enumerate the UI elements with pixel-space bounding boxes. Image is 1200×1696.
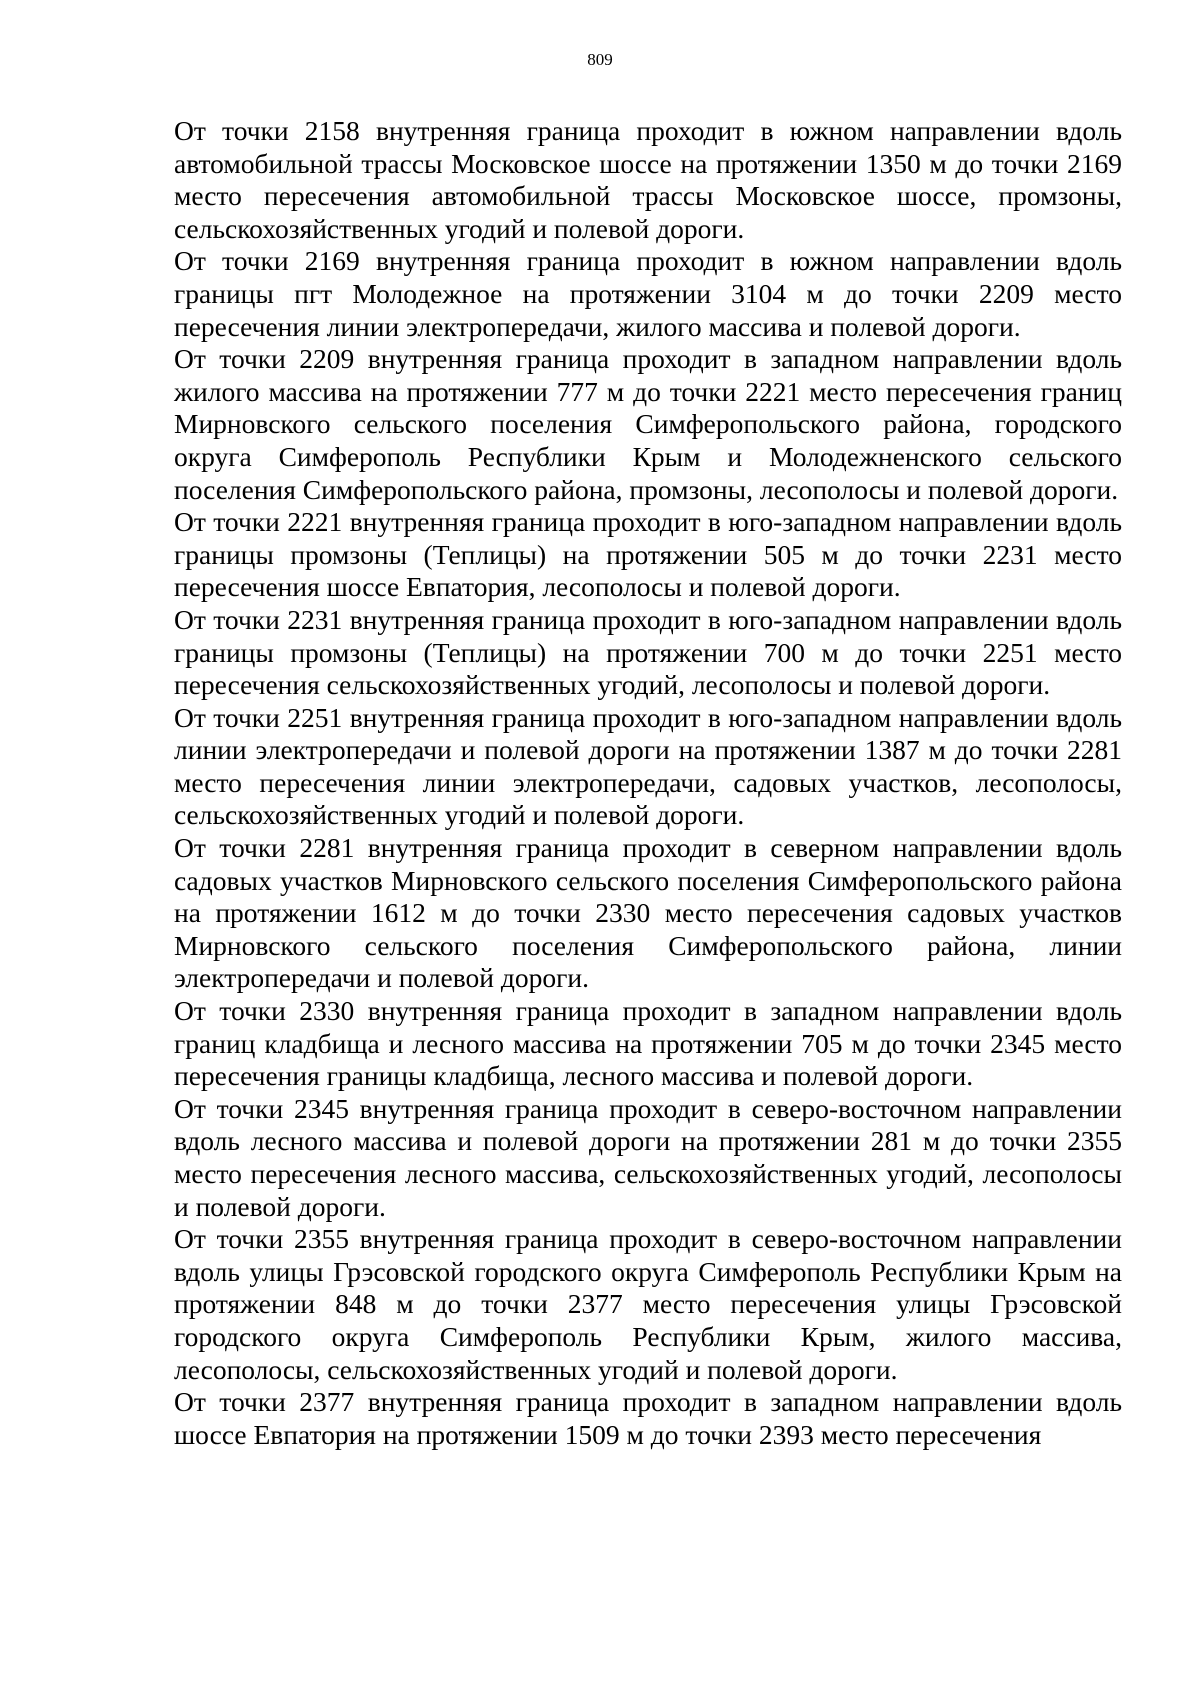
paragraph: От точки 2330 внутренняя граница проходит в западном направлении вдоль границ кладбища и лесного массива на протяжении 705 м до точки 2345 место пересечения границы кладбища, лесного массива и полевой дороги. <box>174 995 1122 1092</box>
document-body <box>174 115 1122 1451</box>
paragraph: От точки 2251 внутренняя граница проходит в юго-западном направлении вдоль линии электропередачи и полевой дороги на протяжении 1387 м до точки 2281 место пересечения линии электропередачи, садовых участков, лесополосы, сельскохозяйственных угодий и полевой дороги. <box>174 701 1122 831</box>
paragraph: От точки 2281 внутренняя граница проходит в северном направлении вдоль садовых участков Мирновского сельского поселения Симферопольского района на протяжении 1612 м до точки 2330 место пересечения садовых участков Мирновского сельского поселения Симферопольского района, линии электропередачи и полевой дороги. <box>174 832 1122 994</box>
page-number: 809 <box>587 50 613 69</box>
paragraph: От точки 2377 внутренняя граница проходит в западном направлении вдоль шоссе Евпатория на протяжении 1509 м до точки 2393 место пересечения <box>174 1386 1122 1450</box>
paragraph: От точки 2169 внутренняя граница проходит в южном направлении вдоль границы пгт Молодежное на протяжении 3104 м до точки 2209 место пересечения линии электропередачи, жилого массива и полевой дороги. <box>174 245 1122 342</box>
paragraph: От точки 2209 внутренняя граница проходит в западном направлении вдоль жилого массива на протяжении 777 м до точки 2221 место пересечения границ Мирновского сельского поселения Симферопольского района, городского округа Симферополь Республики Крым и Молодежненского сельского поселения Симферопольского района, промзоны, лесополосы и полевой дороги. <box>174 343 1122 505</box>
paragraph: От точки 2158 внутренняя граница проходит в южном направлении вдоль автомобильной трассы Московское шоссе на протяжении 1350 м до точки 2169 место пересечения автомобильной трассы Московское шоссе, промзоны, сельскохозяйственных угодий и полевой дороги. <box>174 115 1122 244</box>
paragraph: От точки 2345 внутренняя граница проходит в северо-восточном направлении вдоль лесного массива и полевой дороги на протяжении 281 м до точки 2355 место пересечения лесного массива, сельскохозяйственных угодий, лесополосы и полевой дороги. <box>174 1092 1122 1222</box>
paragraph: От точки 2231 внутренняя граница проходит в юго-западном направлении вдоль границы промзоны (Теплицы) на протяжении 700 м до точки 2251 место пересечения сельскохозяйственных угодий, лесополосы и полевой дороги. <box>174 603 1122 701</box>
paragraph: От точки 2221 внутренняя граница проходит в юго-западном направлении вдоль границы промзоны (Теплицы) на протяжении 505 м до точки 2231 место пересечения шоссе Евпатория, лесополосы и полевой дороги. <box>174 506 1122 603</box>
paragraph: От точки 2355 внутренняя граница проходит в северо-восточном направлении вдоль улицы Грэсовской городского округа Симферополь Республики Крым на протяжении 848 м до точки 2377 место пересечения улицы Грэсовской городского округа Симферополь Республики Крым, жилого массива, лесополосы, сельскохозяйственных угодий и полевой дороги. <box>174 1223 1122 1385</box>
